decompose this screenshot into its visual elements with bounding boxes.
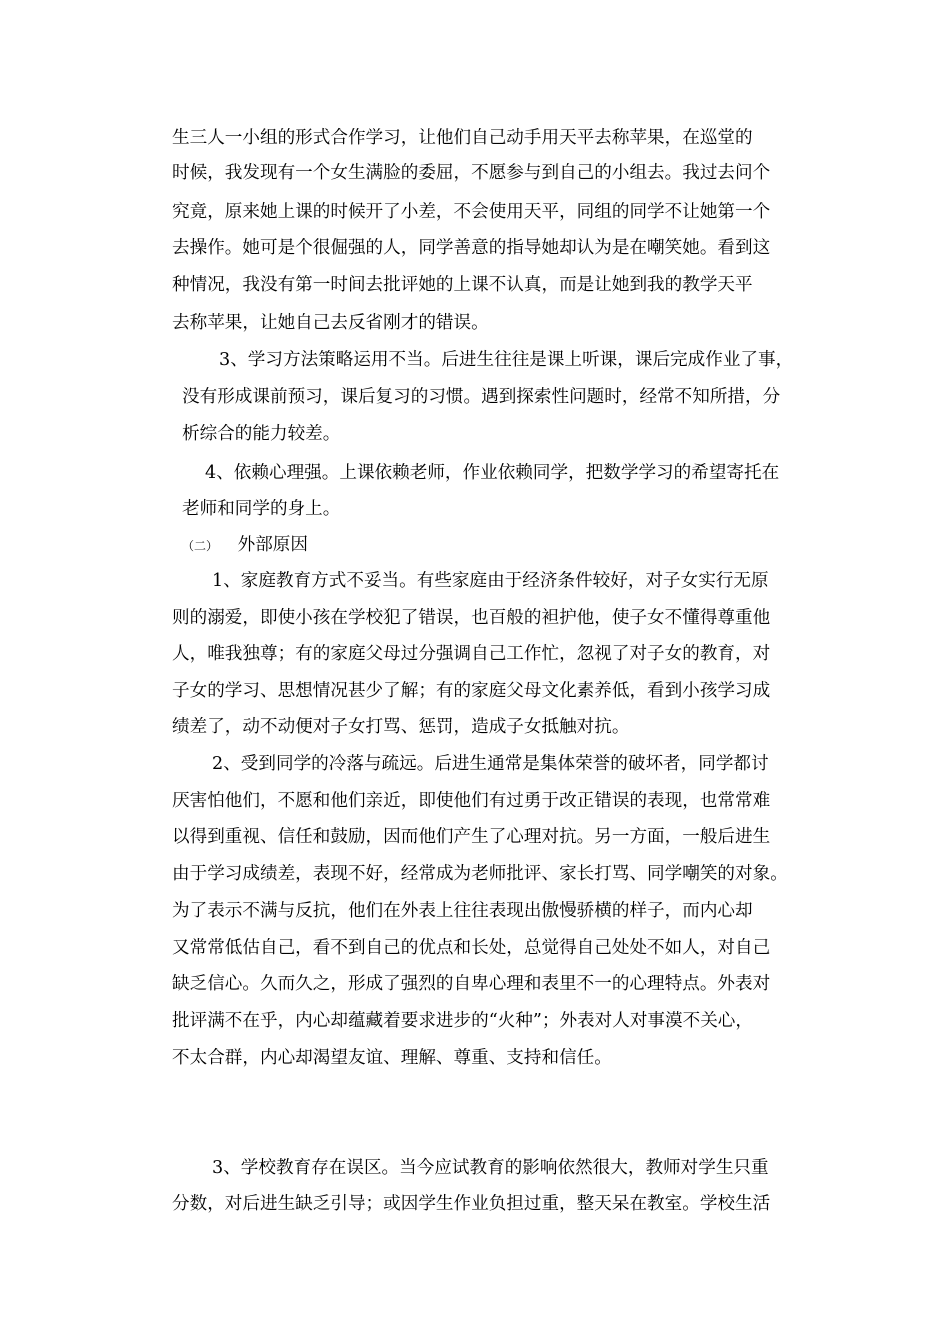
paragraph-line: 时候，我发现有一个女生满脸的委屈，不愿参与到自己的小组去。我过去问个 — [172, 163, 771, 183]
ext-item-1-line: 绩差了，动不动便对子女打骂、惩罚，造成子女抵触对抗。 — [172, 717, 630, 737]
section-title: 外部原因 — [237, 535, 308, 555]
ext-item-2-line: 以得到重视、信任和鼓励，因而他们产生了心理对抗。另一方面，一般后进生 — [172, 827, 771, 847]
section-number: （二） — [182, 539, 219, 553]
paragraph-line: 去操作。她可是个很倔强的人，同学善意的指导她却认为是在嘲笑她。看到这 — [172, 238, 771, 258]
list-item-3-line: 3、学习方法策略运用不当。后进生往往是课上听课，课后完成作业了事， — [219, 350, 794, 370]
ext-item-1-line: 1、家庭教育方式不妥当。有些家庭由于经济条件较好，对子女实行无原 — [212, 571, 769, 591]
ext-item-2-line: 不太合群，内心却渴望友谊、理解、尊重、支持和信任。 — [172, 1048, 612, 1068]
ext-item-2-line: 又常常低估自己，看不到自己的优点和长处，总觉得自己处处不如人，对自己 — [172, 938, 771, 958]
list-item-4-line: 4、依赖心理强。上课依赖老师，作业依赖同学，把数学学习的希望寄托在 — [205, 463, 780, 483]
ext-item-2-line: 缺乏信心。久而久之，形成了强烈的自卑心理和表里不一的心理特点。外表对 — [172, 974, 771, 994]
list-item-3-line: 没有形成课前预习，课后复习的习惯。遇到探索性问题时，经常不知所措，分 — [182, 387, 781, 407]
ext-item-2-line: 由于学习成绩差，表现不好，经常成为老师批评、家长打骂、同学嘲笑的对象。 — [172, 864, 788, 884]
ext-item-2-line: 2、受到同学的冷落与疏远。后进生通常是集体荣誉的破坏者，同学都讨 — [212, 754, 769, 774]
ext-item-1-line: 则的溺爱，即使小孩在学校犯了错误，也百般的袒护他，使子女不懂得尊重他 — [172, 608, 771, 628]
ext-item-3-line: 3、学校教育存在误区。当今应试教育的影响依然很大，教师对学生只重 — [212, 1158, 769, 1178]
paragraph-line: 究竟，原来她上课的时候开了小差，不会使用天平，同组的同学不让她第一个 — [172, 202, 771, 222]
ext-item-1-line: 子女的学习、思想情况甚少了解；有的家庭父母文化素养低，看到小孩学习成 — [172, 681, 771, 701]
paragraph-line: 去称苹果，让她自己去反省刚才的错误。 — [172, 313, 489, 333]
list-item-3-line: 析综合的能力较差。 — [182, 424, 341, 444]
ext-item-1-line: 人，唯我独尊；有的家庭父母过分强调自己工作忙，忽视了对子女的教育，对 — [172, 644, 771, 664]
section-heading — [182, 533, 308, 558]
ext-item-3-line: 分数，对后进生缺乏引导；或因学生作业负担过重，整天呆在教室。学校生活 — [172, 1194, 771, 1214]
ext-item-2-line: 批评满不在乎，内心却蕴藏着要求进步的“火种”；外表对人对事漠不关心， — [172, 1011, 753, 1031]
ext-item-2-line: 厌害怕他们，不愿和他们亲近，即使他们有过勇于改正错误的表现，也常常难 — [172, 791, 771, 811]
list-item-4-line: 老师和同学的身上。 — [182, 499, 341, 519]
paragraph-line: 种情况，我没有第一时间去批评她的上课不认真，而是让她到我的教学天平 — [172, 275, 753, 295]
ext-item-2-line: 为了表示不满与反抗，他们在外表上往往表现出傲慢骄横的样子，而内心却 — [172, 901, 753, 921]
paragraph-line: 生三人一小组的形式合作学习，让他们自己动手用天平去称苹果，在巡堂的 — [172, 128, 753, 148]
